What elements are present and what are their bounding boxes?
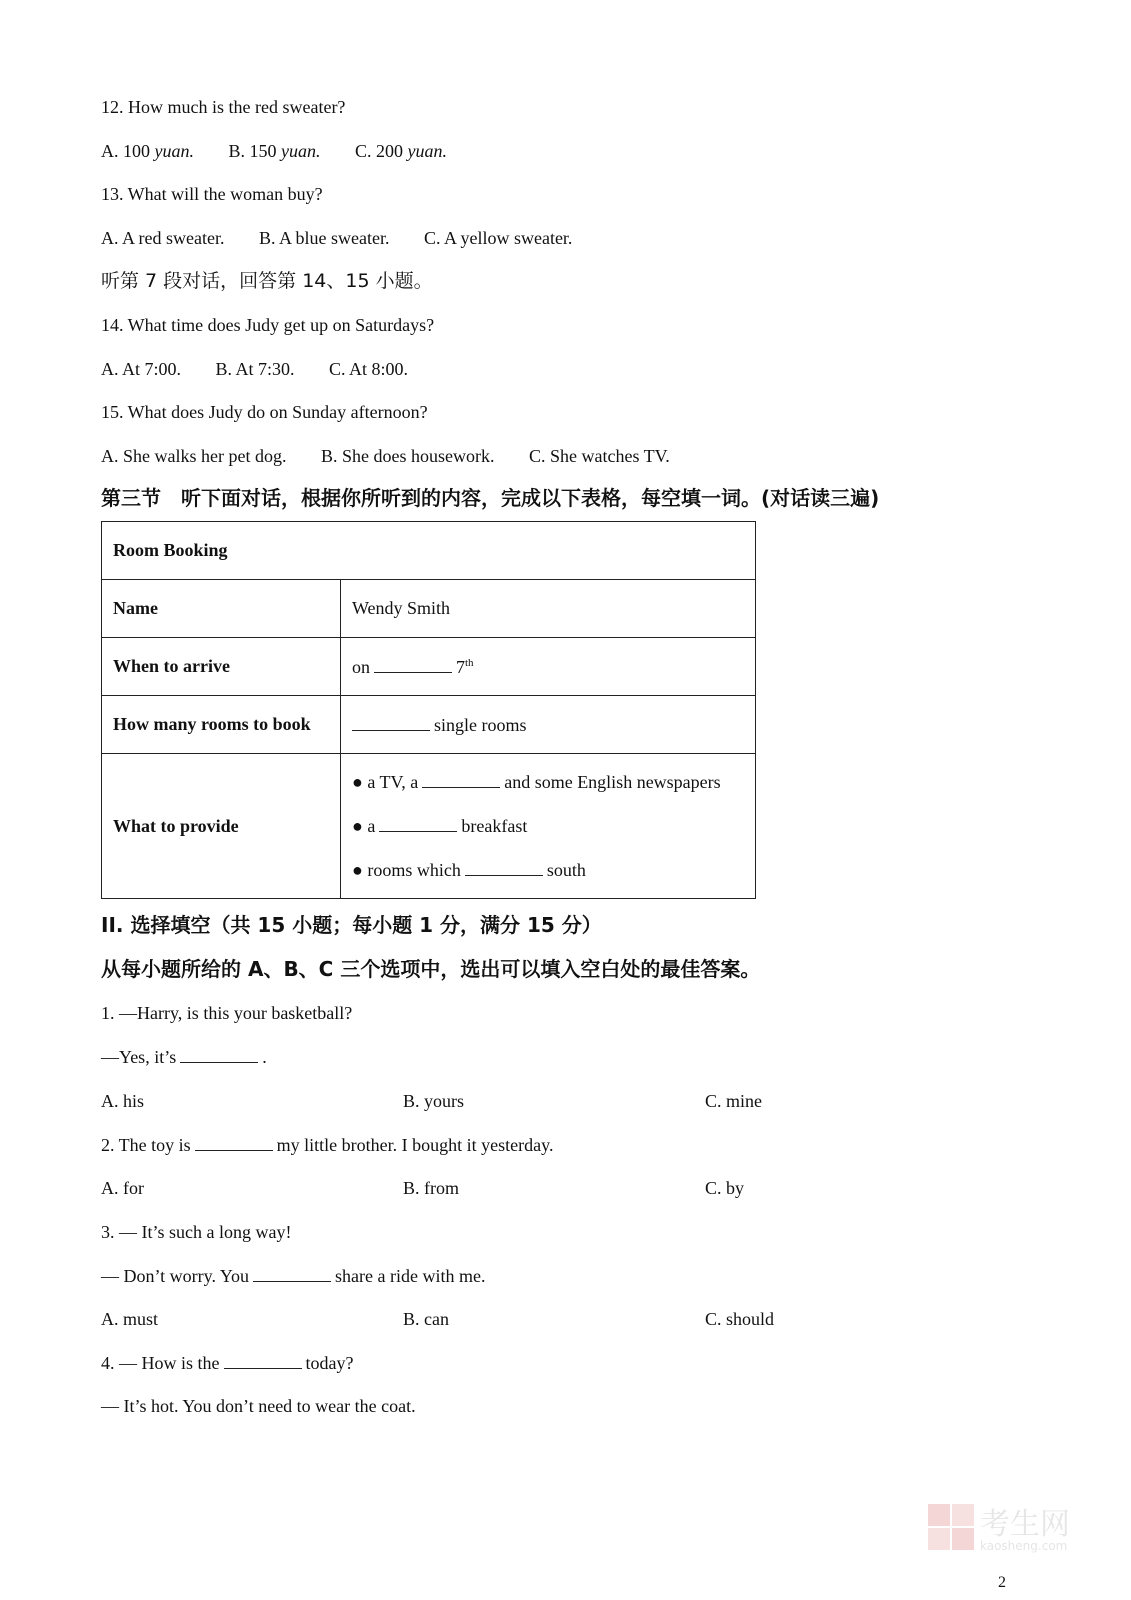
answer-blank — [465, 859, 543, 876]
option-c: C. 200 yuan. — [355, 141, 448, 161]
part-2-heading: II. 选择填空（共 15 小题；每小题 1 分，满分 15 分） — [101, 913, 602, 937]
watermark-text: 考生网 — [980, 1507, 1070, 1542]
name-label: Name — [102, 580, 341, 638]
option-b: B. At 7:30. — [215, 359, 295, 379]
provide-bullet-1: ● a TV, a and some English newspapers — [352, 772, 721, 792]
option-c: C. should — [705, 1309, 775, 1329]
arrive-label: When to arrive — [102, 638, 341, 696]
option-a: A. for — [101, 1178, 144, 1198]
table-row — [102, 754, 756, 899]
logo-block-icon — [928, 1528, 950, 1550]
answer-blank — [422, 771, 500, 788]
answer-blank — [253, 1265, 331, 1282]
mc-question-1: 1. —Harry, is this your basketball? — [101, 1003, 353, 1023]
mc-question-4-answer-line: — It’s hot. You don’t need to wear the coat. — [101, 1396, 416, 1416]
question-14: 14. What time does Judy get up on Saturdays? — [101, 315, 435, 335]
option-c: C. She watches TV. — [528, 446, 670, 466]
logo-block-icon — [952, 1504, 974, 1526]
table-row — [102, 638, 756, 696]
provide-bullet-3: ● rooms which south — [352, 860, 586, 880]
option-c: C. by — [705, 1178, 745, 1198]
arrive-value: on 7th — [341, 638, 756, 696]
question-13: 13. What will the woman buy? — [101, 184, 323, 204]
option-b: B. A blue sweater. — [258, 228, 390, 248]
question-13-options — [101, 226, 572, 250]
option-a: A. A red sweater. — [101, 228, 225, 248]
option-c: C. At 8:00. — [329, 359, 409, 379]
answer-blank — [224, 1352, 302, 1369]
answer-blank — [195, 1134, 273, 1151]
mc-question-3-answer-line: — Don’t worry. You share a ride with me. — [101, 1266, 486, 1286]
option-b: B. 150 yuan. — [228, 141, 321, 161]
option-b: B. can — [403, 1309, 449, 1329]
option-a: A. She walks her pet dog. — [101, 446, 287, 466]
watermark-subtext: kaosheng.com — [980, 1539, 1068, 1553]
kaosheng-watermark-logo — [928, 1500, 1088, 1556]
rooms-value: single rooms — [341, 696, 756, 754]
question-15-options — [101, 444, 670, 468]
mc-question-2: 2. The toy is my little brother. I bought it yesterday. — [101, 1135, 554, 1155]
option-a: A. his — [101, 1091, 145, 1111]
answer-blank — [379, 815, 457, 832]
page-number: 2 — [998, 1574, 1006, 1591]
table-title: Room Booking — [102, 522, 756, 580]
rooms-label: How many rooms to book — [102, 696, 341, 754]
option-a: A. At 7:00. — [101, 359, 182, 379]
question-14-options — [101, 357, 408, 381]
question-12-options — [101, 139, 447, 163]
option-b: B. yours — [403, 1091, 465, 1111]
answer-blank — [352, 714, 430, 731]
mc-question-3: 3. — It’s such a long way! — [101, 1222, 292, 1242]
room-booking-table — [101, 521, 756, 899]
answer-blank — [180, 1046, 258, 1063]
provide-value — [341, 754, 756, 899]
part-2-instruction: 从每小题所给的 A、B、C 三个选项中，选出可以填入空白处的最佳答案。 — [101, 957, 761, 981]
option-c: C. A yellow sweater. — [423, 228, 573, 248]
logo-block-icon — [928, 1504, 950, 1526]
option-a: A. must — [101, 1309, 159, 1329]
name-value: Wendy Smith — [341, 580, 756, 638]
provide-label: What to provide — [102, 754, 341, 899]
option-b: B. from — [403, 1178, 459, 1198]
answer-blank — [374, 656, 452, 673]
provide-bullet-2: ● a breakfast — [352, 816, 528, 836]
table-row — [102, 522, 756, 580]
mc-question-1-answer-line: —Yes, it’s . — [101, 1047, 267, 1067]
option-c: C. mine — [705, 1091, 762, 1111]
dialogue-7-instruction: 听第 7 段对话，回答第 14、15 小题。 — [101, 270, 433, 292]
table-row — [102, 696, 756, 754]
option-a: A. 100 yuan. — [101, 141, 194, 161]
question-15: 15. What does Judy do on Sunday afternoon? — [101, 402, 428, 422]
section-3-heading: 第三节 听下面对话，根据你所听到的内容，完成以下表格，每空填一词。(对话读三遍) — [101, 486, 880, 510]
logo-block-icon — [952, 1528, 974, 1550]
table-row — [102, 580, 756, 638]
mc-question-4: 4. — How is the today? — [101, 1353, 354, 1373]
option-b: B. She does housework. — [320, 446, 495, 466]
question-12: 12. How much is the red sweater? — [101, 97, 346, 117]
